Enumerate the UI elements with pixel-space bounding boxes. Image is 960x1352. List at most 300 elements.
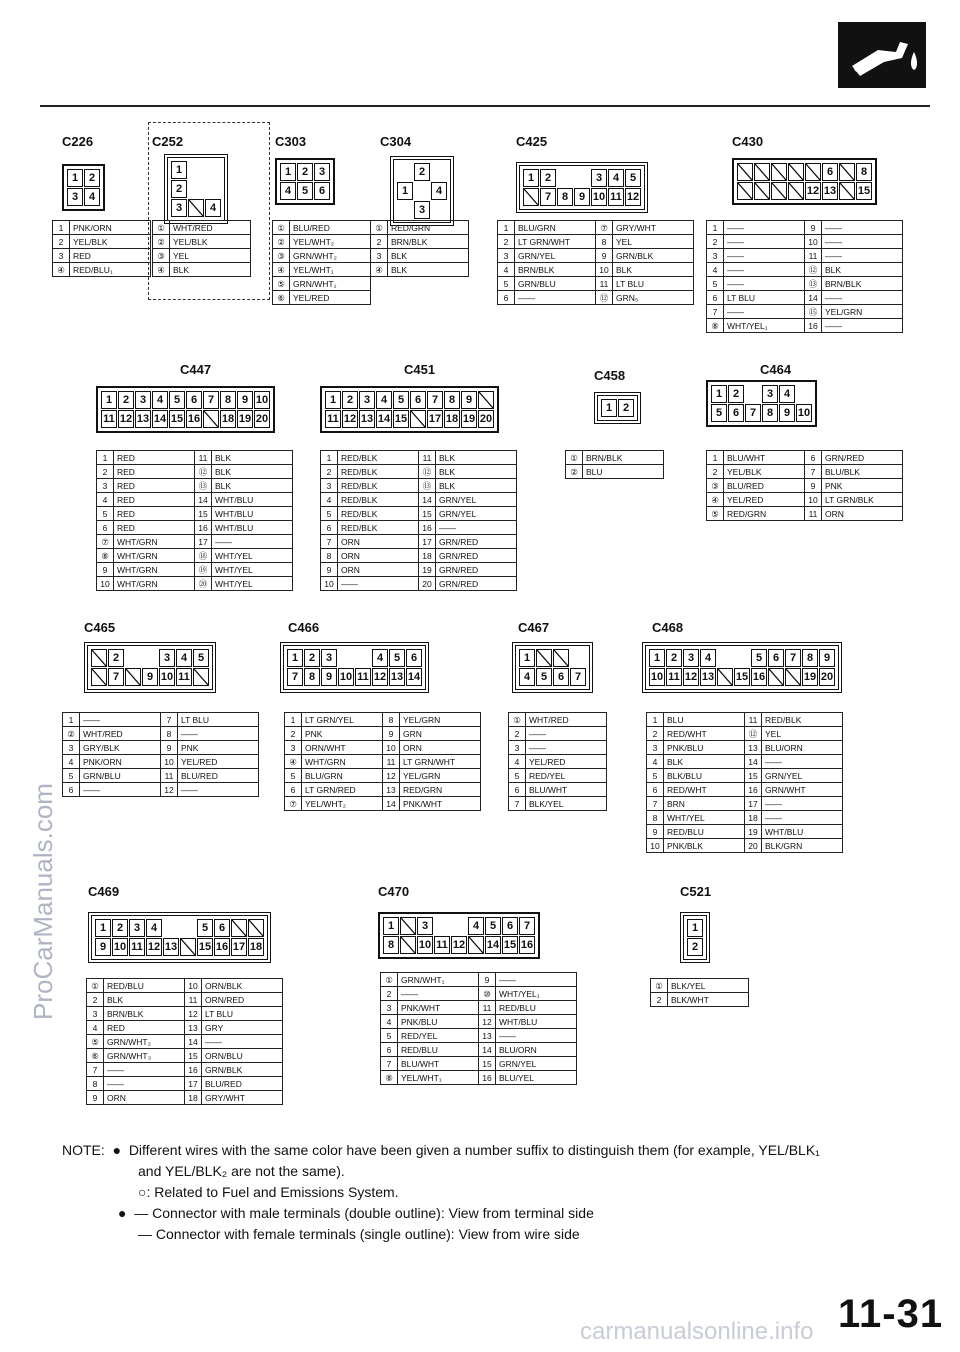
terminal-gap <box>397 201 413 219</box>
terminal-cell: 6 <box>214 919 230 937</box>
terminal-cell: 4 <box>700 649 716 667</box>
terminal-cell: 20 <box>478 410 494 428</box>
terminal-cell: 11 <box>608 188 624 206</box>
wire-color: BLU <box>664 713 745 727</box>
terminal-gap <box>125 649 141 667</box>
terminal-unused <box>768 668 784 686</box>
wire-color: —— <box>822 291 903 305</box>
terminal-number: ⑮ <box>805 305 822 319</box>
terminal-cell: 10 <box>338 668 354 686</box>
terminal-number: 17 <box>419 535 436 549</box>
table-row <box>63 755 259 769</box>
wire-color: PNK/ORN <box>70 221 151 235</box>
table-row <box>273 263 371 277</box>
terminal-cell: 11 <box>325 410 341 428</box>
wire-color: ORN/BLU <box>202 1049 283 1063</box>
terminal-cell: 2 <box>112 919 128 937</box>
table-row <box>63 727 259 741</box>
terminal-number: 3 <box>63 741 80 755</box>
terminal-number: 2 <box>285 727 302 741</box>
terminal-number: 2 <box>498 235 515 249</box>
terminal-row <box>736 181 872 200</box>
table-row <box>498 221 694 235</box>
table-row <box>63 769 259 783</box>
wire-color: PNK <box>822 479 903 493</box>
wire-color: —— <box>822 221 903 235</box>
wire-color: —— <box>762 797 843 811</box>
terminal-cell: 14 <box>406 668 422 686</box>
c447-connector-face <box>96 386 275 433</box>
table-row <box>63 713 259 727</box>
terminal-number: ④ <box>273 263 290 277</box>
wire-color: —— <box>822 319 903 333</box>
terminal-cell: 4 <box>152 391 168 409</box>
terminal-unused <box>737 182 753 200</box>
c430-title: C430 <box>732 134 764 149</box>
wire-color: GRN/WHT₂ <box>104 1035 185 1049</box>
wire-color: BLK <box>613 263 694 277</box>
terminal-cell: 19 <box>237 410 253 428</box>
wire-color: RED <box>114 451 195 465</box>
terminal-number: 3 <box>647 741 664 755</box>
terminal-number: ③ <box>153 249 170 263</box>
terminal-unused <box>231 919 247 937</box>
c467-wire-table <box>508 712 607 811</box>
wire-color: WHT/GRN <box>114 563 195 577</box>
table-row <box>707 507 903 521</box>
terminal-cell: 2 <box>304 649 320 667</box>
wire-color: GRN/YEL <box>436 493 517 507</box>
wire-color: BLK <box>822 263 903 277</box>
c226-connector-face <box>62 164 105 211</box>
c303-wire-table <box>272 220 371 305</box>
wire-color: ORN <box>822 507 903 521</box>
terminal-cell: 3 <box>591 169 607 187</box>
wire-color: YEL/WHT₂ <box>302 797 383 811</box>
table-row <box>321 493 517 507</box>
wire-color: WHT/GRN <box>114 535 195 549</box>
terminal-number: 10 <box>805 493 822 507</box>
terminal-number: 6 <box>805 451 822 465</box>
terminal-row <box>396 162 447 181</box>
terminal-number: 15 <box>419 507 436 521</box>
wire-color: WHT/YEL <box>664 811 745 825</box>
terminal-number: ⑫ <box>419 465 436 479</box>
terminal-cell: 6 <box>728 404 744 422</box>
wire-color: GRN/WHT₁ <box>290 277 371 291</box>
terminal-cell: 14 <box>152 410 168 428</box>
terminal-cell: 10 <box>254 391 270 409</box>
terminal-cell: 1 <box>711 385 727 403</box>
wire-color: BLK <box>212 465 293 479</box>
terminal-number: ② <box>63 727 80 741</box>
wire-color: WHT/YEL <box>212 563 293 577</box>
terminal-number: 8 <box>321 549 338 563</box>
c447-title: C447 <box>180 362 212 377</box>
terminal-number: ④ <box>707 493 724 507</box>
wire-color: BRN/BLK <box>515 263 596 277</box>
terminal-number: ① <box>566 451 583 465</box>
table-row <box>97 507 293 521</box>
terminal-number: 3 <box>498 249 515 263</box>
terminal-number: ⑫ <box>805 263 822 277</box>
terminal-number: 11 <box>195 451 212 465</box>
table-row <box>87 1035 283 1049</box>
c464-wire-table <box>706 450 903 521</box>
terminal-number: 5 <box>498 277 515 291</box>
wire-color: GRN/RED <box>436 563 517 577</box>
table-row <box>509 727 607 741</box>
wire-color: PNK/BLK <box>664 839 745 853</box>
terminal-number: 10 <box>805 235 822 249</box>
table-row <box>707 305 903 319</box>
terminal-cell: 12 <box>146 938 162 956</box>
wire-color: BLU/WHT <box>526 783 607 797</box>
c451-wire-table <box>320 450 517 591</box>
terminal-number: 10 <box>596 263 613 277</box>
terminal-number: 5 <box>707 277 724 291</box>
table-row <box>566 451 664 465</box>
terminal-cell: 18 <box>248 938 264 956</box>
table-row <box>273 235 371 249</box>
table-row <box>87 1077 283 1091</box>
terminal-number: 9 <box>97 563 114 577</box>
table-row <box>285 783 481 797</box>
table-row <box>63 741 259 755</box>
terminal-number: 11 <box>745 713 762 727</box>
wire-color: GRN/YEL <box>515 249 596 263</box>
c226-title: C226 <box>62 134 94 149</box>
terminal-number: ② <box>566 465 583 479</box>
terminal-number: ⑬ <box>419 479 436 493</box>
terminal-cell: 16 <box>186 410 202 428</box>
terminal-number: 9 <box>161 741 178 755</box>
terminal-cell: 3 <box>171 199 187 217</box>
c467-title: C467 <box>518 620 550 635</box>
terminal-number: 3 <box>53 249 70 263</box>
terminal-row <box>518 648 586 667</box>
table-row <box>647 825 843 839</box>
terminal-number: ① <box>651 979 668 993</box>
terminal-number: 17 <box>195 535 212 549</box>
terminal-cell: 7 <box>287 668 303 686</box>
table-row <box>53 263 151 277</box>
terminal-number: 10 <box>185 979 202 993</box>
table-row <box>87 1021 283 1035</box>
terminal-number: 2 <box>371 235 388 249</box>
wire-color: BLU <box>583 465 664 479</box>
c469-connector-face <box>88 912 271 963</box>
side-watermark: ProCarManuals.com <box>28 783 58 1020</box>
terminal-number: 6 <box>498 291 515 305</box>
wire-color: —— <box>822 235 903 249</box>
table-row <box>97 493 293 507</box>
terminal-number: 7 <box>381 1057 398 1071</box>
terminal-cell: 1 <box>67 169 83 187</box>
terminal-cell: 4 <box>608 169 624 187</box>
terminal-cell: 11 <box>101 410 117 428</box>
wire-color: RED/BLU <box>104 979 185 993</box>
table-row <box>53 249 151 263</box>
terminal-number: 1 <box>498 221 515 235</box>
terminal-number: 14 <box>185 1035 202 1049</box>
terminal-number: ① <box>87 979 104 993</box>
terminal-cell: 13 <box>700 668 716 686</box>
wire-color: YEL/RED <box>178 755 259 769</box>
wire-color: WHT/GRN <box>114 549 195 563</box>
terminal-number: 18 <box>185 1091 202 1105</box>
terminal-number: 5 <box>63 769 80 783</box>
wire-color: ORN <box>400 741 481 755</box>
terminal-cell: 16 <box>519 936 535 954</box>
wire-color: RED/WHT <box>664 783 745 797</box>
terminal-row <box>648 667 835 686</box>
table-row <box>509 755 607 769</box>
wire-color: RED/BLK <box>338 493 419 507</box>
c451-title: C451 <box>404 362 436 377</box>
terminal-row <box>66 187 100 206</box>
wire-color: RED/GRN <box>400 783 481 797</box>
table-row <box>321 563 517 577</box>
terminal-number: ④ <box>371 263 388 277</box>
terminal-number: ⑬ <box>195 479 212 493</box>
terminal-number: 7 <box>647 797 664 811</box>
terminal-cell: 20 <box>254 410 270 428</box>
terminal-cell: 3 <box>321 649 337 667</box>
terminal-cell: 7 <box>203 391 219 409</box>
terminal-cell: 2 <box>297 163 313 181</box>
terminal-number: 8 <box>87 1077 104 1091</box>
notes-block <box>62 1140 942 1245</box>
terminal-cell: 7 <box>570 668 586 686</box>
table-row <box>647 811 843 825</box>
terminal-row <box>286 648 422 667</box>
wire-color: ORN/RED <box>202 993 283 1007</box>
terminal-number: 12 <box>479 1015 496 1029</box>
terminal-number: 11 <box>419 451 436 465</box>
wire-color: YEL/RED <box>724 493 805 507</box>
terminal-cell: 1 <box>95 919 111 937</box>
table-row <box>97 521 293 535</box>
terminal-number: 9 <box>479 973 496 987</box>
terminal-number: 13 <box>479 1029 496 1043</box>
wire-color: WHT/YEL <box>212 577 293 591</box>
terminal-cell: 15 <box>169 410 185 428</box>
terminal-number: 5 <box>647 769 664 783</box>
terminal-row <box>396 181 447 200</box>
wire-color: GRN/RED <box>436 535 517 549</box>
wire-color: —— <box>526 741 607 755</box>
terminal-number: ⑦ <box>97 535 114 549</box>
terminal-number: ⑧ <box>381 1071 398 1085</box>
terminal-cell: 6 <box>186 391 202 409</box>
terminal-cell: 5 <box>711 404 727 422</box>
terminal-number: ② <box>153 235 170 249</box>
table-row <box>97 451 293 465</box>
table-row <box>273 291 371 305</box>
wire-color: —— <box>724 277 805 291</box>
terminal-number: 8 <box>647 811 664 825</box>
terminal-number: ⑥ <box>87 1049 104 1063</box>
wire-color: —— <box>724 305 805 319</box>
terminal-cell: 2 <box>108 649 124 667</box>
page-number: 11-31 <box>838 1292 944 1336</box>
wire-color: BLK <box>212 451 293 465</box>
wire-color: ORN <box>338 563 419 577</box>
terminal-number: ⑥ <box>273 291 290 305</box>
wire-color: GRN/RED <box>822 451 903 465</box>
table-row <box>707 493 903 507</box>
terminal-number: 19 <box>745 825 762 839</box>
terminal-cell: 8 <box>304 668 320 686</box>
terminal-gap <box>338 649 354 667</box>
wire-color: LT BLU <box>202 1007 283 1021</box>
table-row <box>371 249 469 263</box>
terminal-cell: 4 <box>372 649 388 667</box>
wire-color: WHT/RED <box>80 727 161 741</box>
terminal-cell: 4 <box>280 182 296 200</box>
terminal-number: 10 <box>647 839 664 853</box>
wire-color: GRN/YEL <box>762 769 843 783</box>
wire-color: —— <box>436 521 517 535</box>
c304-wire-table <box>370 220 469 277</box>
note-line-3: ○: Related to Fuel and Emissions System. <box>138 1184 399 1200</box>
terminal-cell: 18 <box>444 410 460 428</box>
c458-connector-face <box>594 392 641 424</box>
c521-wire-table <box>650 978 749 1007</box>
terminal-cell: 9 <box>574 188 590 206</box>
table-row <box>285 769 481 783</box>
terminal-number: 3 <box>87 1007 104 1021</box>
terminal-cell: 18 <box>220 410 236 428</box>
terminal-number: 9 <box>87 1091 104 1105</box>
note-label: NOTE: <box>62 1142 105 1158</box>
wire-color: BRN/BLK <box>822 277 903 291</box>
table-row <box>707 249 903 263</box>
terminal-row <box>518 667 586 686</box>
terminal-unused <box>125 668 141 686</box>
terminal-row <box>324 390 494 409</box>
wire-color: —— <box>496 1029 577 1043</box>
terminal-number: 4 <box>321 493 338 507</box>
terminal-number: 14 <box>805 291 822 305</box>
c447-wire-table <box>96 450 293 591</box>
terminal-number: 10 <box>161 755 178 769</box>
table-row <box>321 507 517 521</box>
wire-color: GRN/WHT₁ <box>398 973 479 987</box>
terminal-cell: 12 <box>683 668 699 686</box>
wire-color: YEL/WHT₁ <box>290 263 371 277</box>
terminal-unused <box>754 182 770 200</box>
wire-color: RED <box>70 249 151 263</box>
terminal-number: ② <box>273 235 290 249</box>
terminal-cell: 1 <box>383 917 399 935</box>
terminal-cell: 15 <box>197 938 213 956</box>
terminal-number: 16 <box>805 319 822 333</box>
terminal-cell: 11 <box>666 668 682 686</box>
terminal-number: 10 <box>97 577 114 591</box>
table-row <box>97 535 293 549</box>
terminal-cell: 12 <box>805 182 821 200</box>
wire-color: RED/GRN <box>388 221 469 235</box>
wire-color: BLU/GRN <box>515 221 596 235</box>
terminal-cell: 2 <box>84 169 100 187</box>
c465-connector-face <box>84 642 216 693</box>
wire-color: YEL/BLK <box>724 465 805 479</box>
terminal-cell: 10 <box>159 668 175 686</box>
terminal-number: 1 <box>63 713 80 727</box>
terminal-number: 16 <box>479 1071 496 1085</box>
terminal-cell: 16 <box>214 938 230 956</box>
terminal-number: 4 <box>498 263 515 277</box>
terminal-number: ⑬ <box>805 277 822 291</box>
wire-color: —— <box>762 755 843 769</box>
wire-color: —— <box>80 783 161 797</box>
terminal-cell: 6 <box>553 668 569 686</box>
wire-color: YEL/GRN <box>400 713 481 727</box>
wire-color: BRN/BLK <box>583 451 664 465</box>
wire-color: —— <box>398 987 479 1001</box>
note-line-4: — Connector with male terminals (double outline): View from terminal side <box>134 1205 594 1221</box>
table-row <box>371 221 469 235</box>
terminal-cell: 19 <box>461 410 477 428</box>
wire-color: LT BLU <box>178 713 259 727</box>
table-row <box>381 1029 577 1043</box>
terminal-unused <box>553 649 569 667</box>
wire-color: RED/BLU₁ <box>70 263 151 277</box>
terminal-number: 15 <box>185 1049 202 1063</box>
wire-color: RED/BLU <box>496 1001 577 1015</box>
terminal-number: 10 <box>383 741 400 755</box>
wire-color: ORN <box>338 535 419 549</box>
terminal-number: 14 <box>479 1043 496 1057</box>
table-row <box>321 549 517 563</box>
wire-color: RED <box>114 493 195 507</box>
wire-color: BLU/RED <box>202 1077 283 1091</box>
terminal-cell: 6 <box>410 391 426 409</box>
terminal-cell: 7 <box>785 649 801 667</box>
terminal-number: ③ <box>273 249 290 263</box>
c458-wire-table <box>565 450 664 479</box>
table-row <box>381 1043 577 1057</box>
terminal-cell: 12 <box>342 410 358 428</box>
terminal-number: 8 <box>596 235 613 249</box>
terminal-unused <box>468 936 484 954</box>
wire-color: —— <box>515 291 596 305</box>
wire-color: WHT/BLU <box>212 507 293 521</box>
terminal-cell: 2 <box>687 938 703 956</box>
table-row <box>647 755 843 769</box>
wire-color: WHT/RED <box>170 221 251 235</box>
c425-connector-face <box>516 162 648 213</box>
wire-color: PNK <box>178 741 259 755</box>
terminal-number: 11 <box>479 1001 496 1015</box>
terminal-number: 13 <box>185 1021 202 1035</box>
wire-color: LT GRN/RED <box>302 783 383 797</box>
wire-color: —— <box>80 713 161 727</box>
terminal-cell: 7 <box>519 917 535 935</box>
terminal-cell: 13 <box>389 668 405 686</box>
c304-connector-face <box>390 156 454 226</box>
terminal-cell: 5 <box>536 668 552 686</box>
terminal-number: 14 <box>745 755 762 769</box>
wire-color: BLU/RED <box>290 221 371 235</box>
terminal-gap <box>745 385 761 403</box>
table-row <box>63 783 259 797</box>
terminal-number: 7 <box>87 1063 104 1077</box>
terminal-cell: 8 <box>856 163 872 181</box>
terminal-cell: 8 <box>802 649 818 667</box>
